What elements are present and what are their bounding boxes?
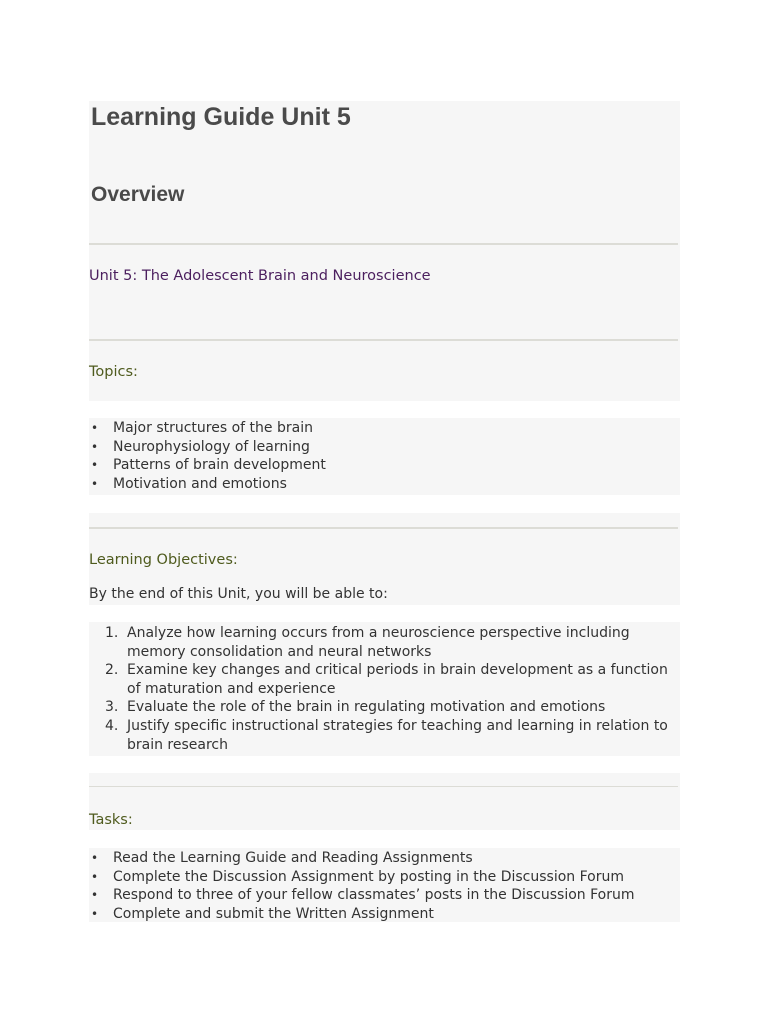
bullet-icon: • (91, 421, 99, 435)
bullet-icon: • (91, 869, 99, 884)
list-item (89, 438, 326, 457)
list-item (89, 698, 680, 717)
list-item-text: Evaluate the role of the brain in regulating motivation and emotions (127, 699, 606, 716)
list-item (89, 868, 635, 887)
list-item-text: Complete and submit the Written Assignment (113, 905, 434, 922)
list-item (89, 661, 680, 698)
list-item (89, 624, 680, 661)
objectives-list (89, 624, 680, 754)
list-number: 2. (105, 662, 119, 679)
list-item (89, 905, 635, 924)
bullet-icon: • (91, 888, 99, 903)
list-item-text: Analyze how learning occurs from a neuroscience perspective including memory consolidation and neural networks (127, 625, 630, 660)
bullet-icon: • (91, 439, 99, 454)
divider (89, 339, 678, 341)
tasks-heading: Tasks: (89, 812, 133, 828)
list-item-text: Respond to three of your fellow classmates’ posts in the Discussion Forum (113, 887, 635, 904)
objectives-intro: By the end of this Unit, you will be able to: (89, 586, 388, 602)
list-item-text: Justify specific instructional strategies for teaching and learning in relation to brain research (127, 717, 668, 753)
bullet-icon: • (91, 476, 99, 491)
list-item-text: Major structures of the brain (113, 420, 313, 436)
unit-title: Unit 5: The Adolescent Brain and Neuroscience (89, 268, 431, 284)
list-item (89, 419, 326, 438)
list-item (89, 886, 635, 905)
bullet-icon: • (91, 906, 99, 921)
objectives-heading: Learning Objectives: (89, 552, 238, 568)
list-item-text: Motivation and emotions (113, 475, 287, 492)
list-number: 3. (105, 699, 119, 716)
header-panel (89, 101, 680, 401)
divider (89, 243, 678, 245)
list-item-text: Read the Learning Guide and Reading Assignments (113, 850, 473, 866)
list-number: 4. (105, 717, 119, 734)
list-item (89, 456, 326, 475)
bullet-icon: • (91, 851, 99, 865)
tasks-header-panel (89, 773, 680, 830)
topics-heading: Topics: (89, 364, 138, 380)
divider (89, 527, 678, 529)
list-item-text: Examine key changes and critical periods in brain development as a function of maturation and experience (127, 662, 668, 697)
list-item (89, 717, 680, 754)
list-item (89, 849, 635, 868)
list-number: 1. (105, 625, 119, 641)
page-title: Learning Guide Unit 5 (91, 103, 351, 131)
list-item (89, 475, 326, 494)
tasks-list (89, 849, 635, 923)
list-item-text: Neurophysiology of learning (113, 438, 310, 455)
overview-heading: Overview (91, 183, 185, 206)
list-item-text: Complete the Discussion Assignment by posting in the Discussion Forum (113, 868, 625, 885)
topics-list (89, 419, 326, 493)
list-item-text: Patterns of brain development (113, 457, 326, 474)
divider (89, 786, 678, 787)
bullet-icon: • (91, 458, 99, 473)
